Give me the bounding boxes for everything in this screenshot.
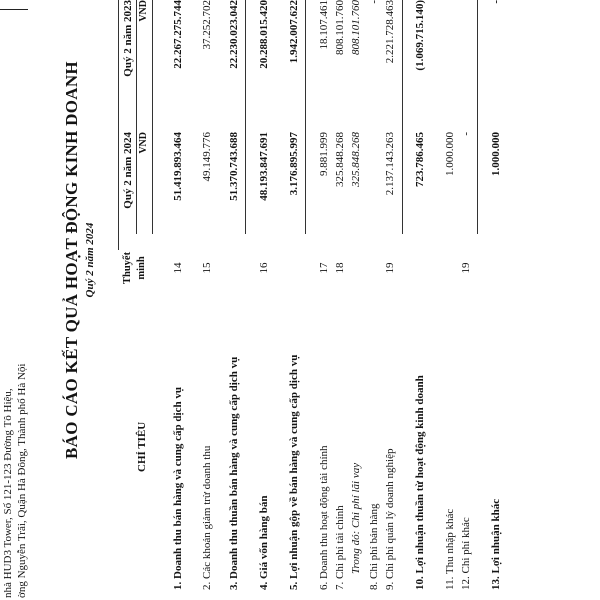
- row-value-q2-2023: 808.101.760: [334, 0, 346, 55]
- row-label: 1. Doanh thu bán hàng và cung cấp dịch vụ: [172, 387, 184, 590]
- row-value-q2-2023: 808.101.760: [350, 0, 362, 55]
- row-note: 17: [318, 262, 330, 274]
- row-value-q2-2023: -: [368, 0, 380, 4]
- row-value-q2-2024: 325.848.268: [350, 132, 362, 187]
- row-label: 6. Doanh thu hoạt động tài chính: [318, 445, 330, 590]
- subtotal-rule-2: [305, 0, 306, 234]
- row-value-q2-2024: 48.193.847.691: [258, 132, 270, 201]
- column-header-q2-2024: Quý 2 năm 2024: [122, 132, 134, 209]
- column-header-item: CHỈ TIÊU: [136, 421, 148, 472]
- row-note: 19: [384, 262, 396, 274]
- row-label: 9. Chi phí quản lý doanh nghiệp: [384, 448, 396, 590]
- row-value-q2-2023: 37.252.702: [201, 0, 213, 50]
- row-value-q2-2024: -: [460, 132, 472, 136]
- row-value-q2-2023: 2.221.728.463: [384, 0, 396, 64]
- row-label: Trong đó: Chi phí lãi vay: [350, 462, 362, 574]
- row-value-q2-2024: 2.137.143.263: [384, 132, 396, 196]
- row-label: 3. Doanh thu thuần bán hàng và cung cấp dịch vụ: [228, 356, 240, 590]
- report-title: BÁO CÁO KẾT QUẢ HOẠT ĐỘNG KINH DOANH: [62, 61, 81, 459]
- row-note: 16: [258, 262, 270, 274]
- row-value-q2-2024: 3.176.895.997: [288, 132, 300, 196]
- subtotal-rule-1: [245, 0, 246, 234]
- header-rule-mid: [136, 0, 137, 234]
- header-rule-top: [118, 0, 119, 250]
- row-label: 5. Lợi nhuận gộp về bán hàng và cung cấp dịch vụ: [288, 354, 300, 590]
- row-value-q2-2024: 1.000.000: [490, 132, 502, 176]
- row-label: 12. Chi phí khác: [460, 517, 472, 590]
- row-note: 18: [334, 262, 346, 274]
- company-address-line-2: ờng Nguyễn Trãi, Quận Hà Đông, Thành phố Hà Nội: [16, 363, 28, 598]
- row-value-q2-2024: 49.149.776: [201, 132, 213, 182]
- row-label: 4. Giá vốn hàng bán: [258, 495, 270, 590]
- row-value-q2-2023: 20.288.015.420: [258, 0, 270, 69]
- row-value-q2-2023: 22.230.023.042: [228, 0, 240, 69]
- column-header-unit-2023: VND: [138, 0, 149, 22]
- row-value-q2-2024: 51.370.743.688: [228, 132, 240, 201]
- column-header-q2-2023: Quý 2 năm 2023: [122, 0, 134, 77]
- row-note: 19: [460, 262, 472, 274]
- subtotal-rule-4: [477, 0, 478, 234]
- row-value-q2-2024: 51.419.893.464: [172, 132, 184, 201]
- header-rule-bottom: [152, 0, 153, 234]
- row-label: 11. Thu nhập khác: [444, 508, 456, 590]
- row-value-q2-2024: 9.881.999: [318, 132, 330, 176]
- row-label: 10. Lợi nhuận thuần từ hoạt động kinh doanh: [414, 375, 426, 590]
- report-subtitle: Quý 2 năm 2024: [84, 222, 96, 298]
- row-value-q2-2023: 18.107.461: [318, 0, 330, 50]
- row-value-q2-2023: -: [490, 0, 502, 4]
- row-label: 8. Chi phí bán hàng: [368, 503, 380, 590]
- column-header-unit-2024: VND: [138, 132, 149, 154]
- row-label: 7. Chi phí tài chính: [334, 505, 346, 590]
- row-value-q2-2024: 325.848.268: [334, 132, 346, 187]
- row-value-q2-2023: 22.267.275.744: [172, 0, 184, 69]
- row-value-q2-2023: (1.069.715.140): [414, 0, 426, 71]
- row-value-q2-2024: 723.786.465: [414, 132, 426, 187]
- row-note: 14: [172, 262, 184, 274]
- column-header-note-2: minh: [136, 256, 147, 280]
- row-value-q2-2023: 1.942.007.622: [288, 0, 300, 64]
- row-value-q2-2024: 1.000.000: [444, 132, 456, 176]
- column-header-note-1: Thuyết: [122, 251, 133, 284]
- row-note: 15: [201, 262, 213, 274]
- subtotal-rule-3: [402, 0, 403, 234]
- row-label: 2. Các khoản giảm trừ doanh thu: [201, 445, 213, 590]
- row-label: 13. Lợi nhuận khác: [490, 498, 502, 590]
- company-address-line-1: nhà HUD3 Tower, Số 121-123 Đường Tô Hiệu,: [2, 388, 14, 598]
